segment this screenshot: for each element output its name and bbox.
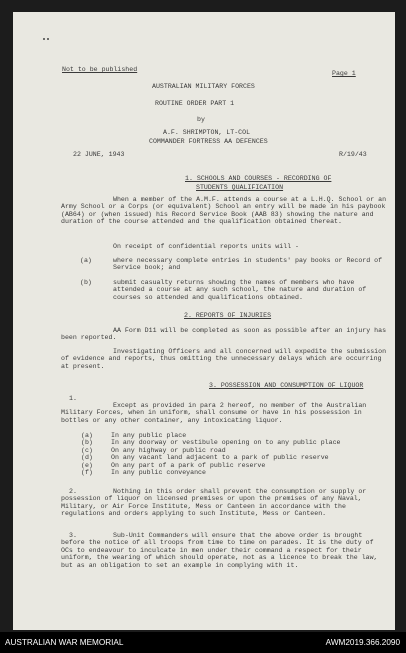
list-text: In any public conveyance bbox=[111, 468, 206, 476]
section-1-item-a: where necessary complete entries in students' pay books or Record of Service book; and bbox=[113, 257, 383, 272]
officer-name: A.F. SHRIMPTON, LT-COL bbox=[163, 129, 251, 136]
command-title: COMMANDER FORTRESS AA DEFENCES bbox=[149, 138, 268, 145]
page-number: Page 1 bbox=[332, 70, 356, 77]
order-reference: R/19/43 bbox=[339, 151, 367, 158]
section-2-title: 2. REPORTS OF INJURIES bbox=[184, 312, 272, 319]
section-2-paragraph-2: Investigating Officers and all concerned will expedite the submission of evidence and reports, thus omitting the unnecessary delays which are occurring at present. bbox=[61, 348, 387, 370]
section-3-paragraph-2: Nothing in this order shall prevent the consumption or supply or possession of liquor on licensed premises or upon the premises of any Naval, Military, or Air Force Institute, Mess or Canteen in accordance with the regulations and orders applying to such Institute, Mess or Canteen. bbox=[61, 488, 367, 518]
list-item bbox=[81, 439, 391, 446]
list-text: On any part of a park of public reserve bbox=[111, 461, 266, 469]
list-label: (a) bbox=[81, 432, 93, 439]
by-label: by bbox=[197, 116, 205, 123]
list-label: (a) bbox=[80, 257, 92, 264]
section-2-paragraph-1: AA Form D11 will be completed as soon as possible after an injury has been reported. bbox=[61, 327, 387, 342]
org-heading: AUSTRALIAN MILITARY FORCES bbox=[152, 83, 255, 90]
list-item bbox=[81, 447, 391, 454]
paragraph-number: 2. bbox=[69, 488, 77, 495]
list-label: (d) bbox=[81, 454, 93, 462]
section-3-title: 3. POSSESSION AND CONSUMPTION OF LIQUOR bbox=[209, 382, 364, 389]
list-text: On any highway or public road bbox=[111, 446, 226, 454]
footer-bar bbox=[0, 632, 406, 653]
section-1-item-b: submit casualty returns showing the names of members who have attended a course at any such school, the nature and duration of courses so attended and qualifications obtained. bbox=[113, 279, 367, 301]
list-item bbox=[81, 462, 391, 469]
order-date: 22 JUNE, 1943 bbox=[73, 151, 125, 158]
paragraph-number: 1. bbox=[69, 395, 77, 402]
section-1-lead: On receipt of confidential reports units will - bbox=[113, 243, 299, 250]
section-1-subtitle: STUDENTS QUALIFICATION bbox=[196, 184, 284, 191]
list-label: (c) bbox=[81, 446, 93, 454]
routine-order-heading: ROUTINE ORDER PART 1 bbox=[155, 100, 235, 107]
list-label: (b) bbox=[81, 439, 93, 447]
list-item bbox=[81, 469, 391, 476]
section-3-paragraph-1: Except as provided in para 2 hereof, no member of the Australian Military Forces, when in uniform, shall consume or have in his possession in bottles or any other container, any intoxicating liquor. bbox=[61, 402, 367, 424]
mark bbox=[47, 38, 49, 40]
list-label: (b) bbox=[80, 279, 92, 286]
mark bbox=[43, 38, 45, 40]
list-label: (f) bbox=[81, 468, 93, 476]
list-item bbox=[81, 454, 391, 461]
not-published-note: Not to be published bbox=[62, 66, 138, 73]
footer-credit: AUSTRALIAN WAR MEMORIAL bbox=[5, 638, 124, 647]
list-text: In any public place bbox=[111, 432, 187, 439]
liquor-places-list bbox=[81, 432, 391, 476]
section-1-paragraph: When a member of the A.M.F. attends a course at a L.H.Q. School or an Army School or a Corps (or equivalent) School an entry will be made in his paybook (AB64) or (when issued) his Record Service Book (AAB 83) showing the nature and duration of the course attended and the qualification obtained thereat. bbox=[61, 196, 387, 226]
document-page bbox=[13, 12, 395, 630]
list-text: In any doorway or vestibule opening on to any public place bbox=[111, 439, 341, 447]
list-item bbox=[81, 432, 391, 439]
list-text: On any vacant land adjacent to a park of public reserve bbox=[111, 454, 329, 462]
footer-accession-number: AWM2019.366.2090 bbox=[325, 638, 400, 647]
list-label: (e) bbox=[81, 461, 93, 469]
section-3-paragraph-3: Sub-Unit Commanders will ensure that the above order is brought before the notice of all troops from time to time on parades. It is the duty of OCs to endeavour to inculcate in men under their command a respect for their uniform, the wearing of which should operate, not as a licence to break the law, but as an obligation to set an example in complying with it. bbox=[61, 532, 378, 569]
section-1-title: 1. SCHOOLS AND COURSES - RECORDING OF bbox=[185, 175, 332, 182]
paragraph-number: 3. bbox=[69, 532, 77, 539]
